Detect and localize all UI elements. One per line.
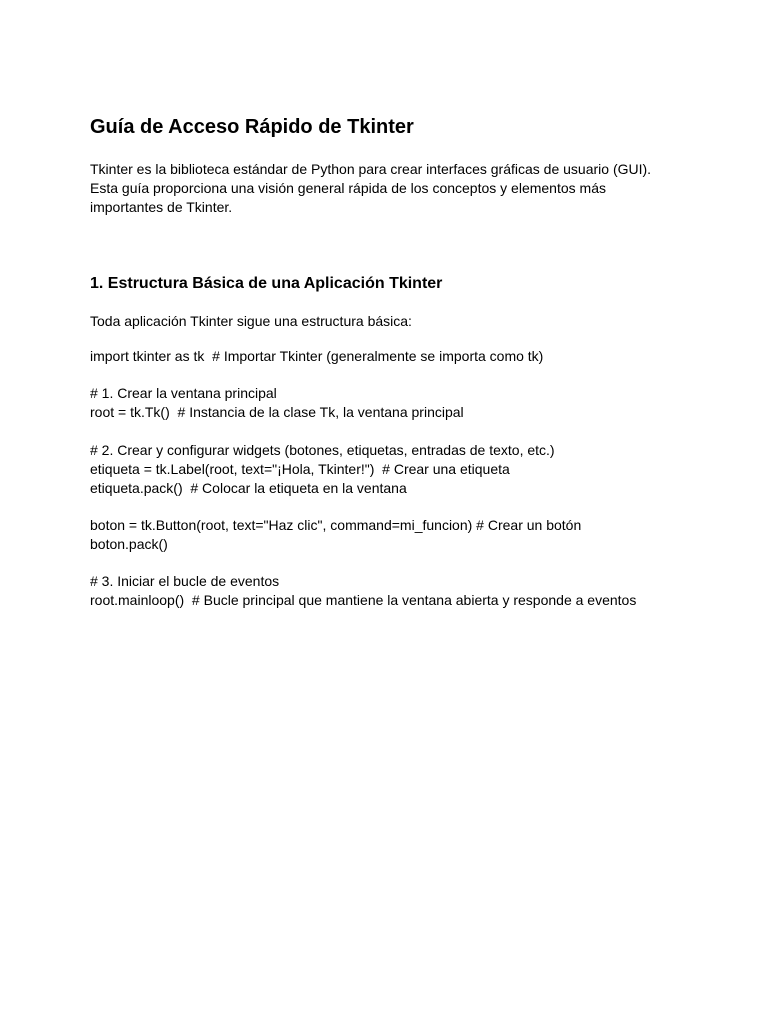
code-line: etiqueta = tk.Label(root, text="¡Hola, Tkinter!") # Crear una etiqueta	[90, 461, 510, 477]
code-line: import tkinter as tk # Importar Tkinter (generalmente se importa como tk)	[90, 348, 544, 364]
code-line: root.mainloop() # Bucle principal que mantiene la ventana abierta y responde a eventos	[90, 592, 637, 608]
code-line: # 3. Iniciar el bucle de eventos	[90, 573, 280, 589]
code-line: boton.pack()	[90, 536, 168, 552]
code-line: # 2. Crear y configurar widgets (botones, etiquetas, entradas de texto, etc.)	[90, 442, 555, 458]
intro-paragraph: Tkinter es la biblioteca estándar de Python para crear interfaces gráficas de usuario (GUI). Esta guía proporciona una visión general rápida de los conceptos y elementos más importantes de Tkinter.	[90, 161, 652, 215]
code-line: etiqueta.pack() # Colocar la etiqueta en la ventana	[90, 480, 407, 496]
section-heading: 1. Estructura Básica de una Aplicación Tkinter	[90, 275, 443, 292]
code-line: root = tk.Tk() # Instancia de la clase Tk, la ventana principal	[90, 404, 464, 420]
code-line: boton = tk.Button(root, text="Haz clic", command=mi_funcion) # Crear un botón	[90, 517, 582, 533]
section-lead: Toda aplicación Tkinter sigue una estructura básica:	[90, 313, 412, 329]
code-line: # 1. Crear la ventana principal	[90, 385, 277, 401]
document-title: Guía de Acceso Rápido de Tkinter	[90, 116, 414, 138]
